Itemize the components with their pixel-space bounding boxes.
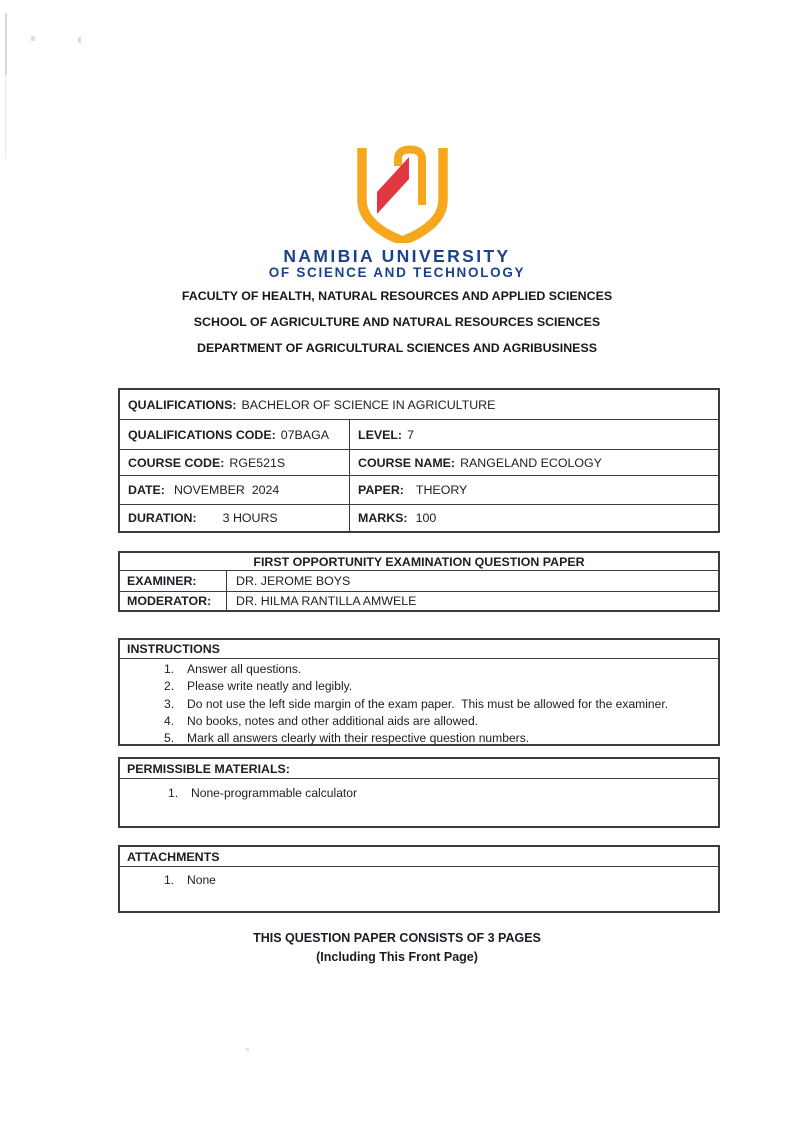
faculty-line: FACULTY OF HEALTH, NATURAL RESOURCES AND APPLIED SCIENCES (181, 289, 613, 303)
examiner-value: DR. JEROME BOYS (236, 574, 351, 588)
examiner-value-cell (226, 571, 718, 591)
table-row (120, 570, 718, 591)
item-number: 4. (164, 713, 175, 728)
scan-artifact-speck (246, 1048, 249, 1051)
scan-artifact-line (5, 75, 6, 157)
level-value: 7 (407, 427, 414, 442)
course-name-value: RANGELAND ECOLOGY (460, 455, 602, 470)
course-code-label: COURSE CODE: (128, 455, 225, 470)
item-number: 1. (168, 786, 179, 800)
item-text: Answer all questions. (187, 662, 302, 676)
level-label: LEVEL: (358, 427, 403, 442)
attachments-title: ATTACHMENTS (120, 847, 718, 867)
examiner-label-cell (120, 571, 226, 591)
qualifications-cell (120, 390, 718, 419)
item-text: Please write neatly and legibly. (187, 679, 353, 694)
table-row (120, 475, 718, 504)
examination-table (118, 551, 720, 612)
paper-cell (349, 476, 718, 504)
duration-label: DURATION: (128, 511, 197, 525)
page-count-note: THIS QUESTION PAPER CONSISTS OF 3 PAGES (253, 931, 541, 945)
qualifications-label: QUALIFICATIONS: (128, 397, 237, 412)
scan-artifact-speck (78, 37, 81, 43)
attachments-box (118, 845, 720, 913)
marks-value: 100 (415, 511, 437, 525)
moderator-value-cell (226, 592, 718, 610)
course-code-value: RGE521S (229, 455, 286, 470)
instruction-item (120, 661, 718, 678)
item-text: Mark all answers clearly with their respective question numbers. (187, 731, 530, 746)
university-name: NAMIBIA UNIVERSITY (283, 246, 511, 266)
scan-artifact-line (5, 13, 7, 75)
moderator-value: DR. HILMA RANTILLA AMWELE (236, 594, 417, 608)
qualification-code-value: 07BAGA (280, 427, 329, 442)
school-line: SCHOOL OF AGRICULTURE AND NATURAL RESOURCES SCIENCES (193, 315, 601, 329)
item-number: 5. (164, 731, 175, 746)
table-row (120, 449, 718, 475)
scan-artifact-speck (31, 36, 35, 41)
table-row (120, 504, 718, 531)
course-code-cell (120, 450, 349, 475)
qualifications-value: BACHELOR OF SCIENCE IN AGRICULTURE (241, 397, 496, 412)
item-number: 3. (164, 696, 175, 711)
examiner-label: EXAMINER: (127, 574, 197, 588)
item-number: 1. (164, 873, 175, 887)
moderator-label-cell (120, 592, 226, 610)
permissible-material-item (120, 785, 718, 802)
moderator-label: MODERATOR: (127, 594, 212, 608)
instruction-item (120, 730, 718, 747)
university-subname: OF SCIENCE AND TECHNOLOGY (268, 265, 526, 280)
level-cell (349, 420, 718, 449)
nust-shield-icon (356, 145, 449, 243)
qualification-code-cell (120, 420, 349, 449)
item-text: No books, notes and other additional aids are allowed. (187, 713, 479, 728)
duration-value: 3 HOURS (222, 511, 278, 525)
course-details-table (118, 388, 720, 533)
marks-label: MARKS: (358, 511, 408, 525)
permissible-materials-box (118, 757, 720, 828)
permissible-materials-title: PERMISSIBLE MATERIALS: (120, 759, 718, 779)
department-line: DEPARTMENT OF AGRICULTURAL SCIENCES AND AGRIBUSINESS (197, 341, 597, 355)
item-text: None (187, 873, 216, 887)
paper-label: PAPER: (358, 483, 404, 497)
course-name-label: COURSE NAME: (358, 455, 456, 470)
item-text: Do not use the left side margin of the exam paper. This must be allowed for the examiner. (187, 696, 669, 711)
course-name-cell (349, 450, 718, 475)
instruction-item (120, 713, 718, 730)
paper-value: THEORY (415, 483, 468, 497)
instruction-item (120, 678, 718, 695)
marks-cell (349, 505, 718, 531)
table-row (120, 591, 718, 610)
instructions-title: INSTRUCTIONS (120, 640, 718, 659)
instruction-item (120, 696, 718, 713)
table-row (120, 390, 718, 419)
item-text: None-programmable calculator (191, 786, 358, 800)
date-value: NOVEMBER 2024 (173, 483, 280, 497)
instructions-box (118, 638, 720, 746)
table-row (120, 419, 718, 449)
date-cell (120, 476, 349, 504)
qualification-code-label: QUALIFICATIONS CODE: (128, 427, 276, 442)
duration-cell (120, 505, 349, 531)
exam-paper-title: FIRST OPPORTUNITY EXAMINATION QUESTION PAPER (253, 554, 585, 569)
item-number: 2. (164, 679, 175, 694)
attachment-item (120, 872, 718, 889)
front-page-note: (Including This Front Page) (316, 950, 478, 964)
date-label: DATE: (128, 483, 165, 497)
item-number: 1. (164, 662, 175, 676)
